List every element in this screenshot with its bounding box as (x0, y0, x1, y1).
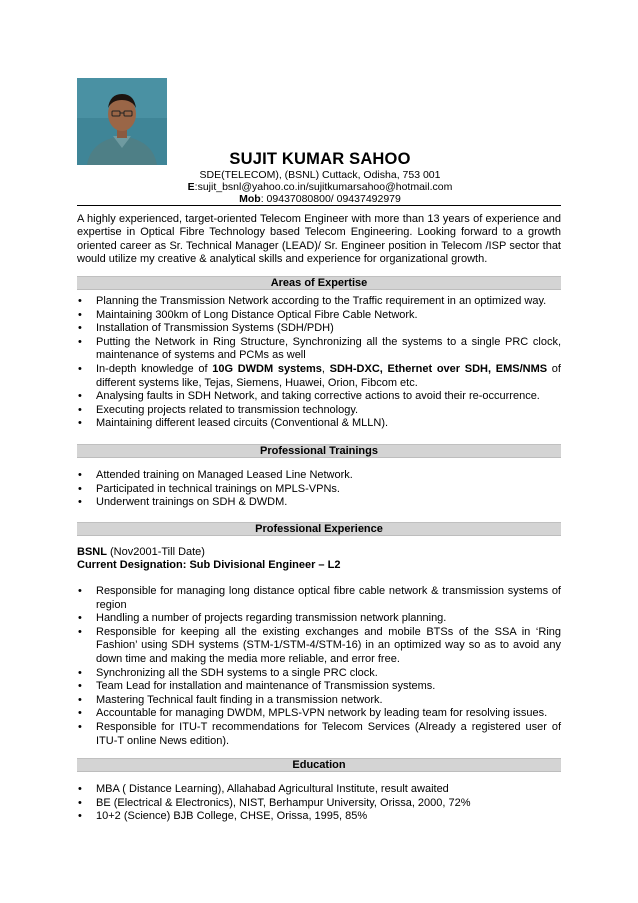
list-item: • Maintaining different leased circuits (Conventional & MLLN). (77, 417, 561, 431)
list-item: • Analysing faults in SDH Network, and taking corrective actions to avoid their re-occurrence. (77, 390, 561, 404)
header-divider (77, 205, 561, 206)
list-item: • Participated in technical trainings on MPLS-VPNs. (77, 483, 561, 497)
list-item: • Team Lead for installation and maintenance of Transmission systems. (77, 680, 561, 694)
employment-period: (Nov2001-Till Date) (106, 546, 205, 558)
list-item: • Executing projects related to transmission technology. (77, 404, 561, 418)
list-item: • Maintaining 300km of Long Distance Optical Fibre Cable Network. (77, 309, 561, 323)
expertise-list (77, 295, 561, 431)
list-item: • Handling a number of projects regarding transmission network planning. (77, 612, 561, 626)
section-heading-education: Education (77, 758, 561, 772)
candidate-name: SUJIT KUMAR SAHOO (229, 150, 411, 168)
list-item (77, 363, 561, 390)
list-item: • Responsible for keeping all the existing exchanges and mobile BTSs of the SSA in ‘Ring Fashion’ using SDH systems (STM-1/STM-4/STM-16) in an optimized way so as to avoid any down time and making the media more reliable, and error free. (77, 626, 561, 667)
experience-list (77, 585, 561, 748)
list-item: • Responsible for managing long distance optical fibre cable network & transmission systems of region (77, 585, 561, 612)
item-bold-text: 10G DWDM systems (212, 362, 322, 375)
list-item: • Accountable for managing DWDM, MPLS-VPN network by leading team for resolving issues. (77, 707, 561, 721)
item-text: of different systems like, Tejas, Siemens, Huawei, Orion, Fibcom etc. (96, 362, 561, 389)
current-designation: Current Designation: Sub Divisional Engineer – L2 (77, 559, 341, 571)
list-item: • Attended training on Managed Leased Line Network. (77, 469, 561, 483)
section-heading-trainings: Professional Trainings (77, 444, 561, 458)
list-item: • Planning the Transmission Network according to the Traffic requirement in an optimized way. (77, 295, 561, 309)
email-value: :sujit_bsnl@yahoo.co.in/sujitkumarsahoo@hotmail.com (194, 181, 453, 193)
email-line (150, 181, 490, 193)
mobile-value: : 09437080800/ 09437492979 (260, 193, 401, 205)
item-bold-text: SDH-DXC, Ethernet over SDH, EMS/NMS (329, 362, 548, 375)
list-item: • Mastering Technical fault finding in a transmission network. (77, 694, 561, 708)
mobile-label: Mob (239, 193, 261, 205)
education-list (77, 783, 561, 824)
employer-name: BSNL (77, 546, 107, 558)
list-item: • BE (Electrical & Electronics), NIST, Berhampur University, Orissa, 2000, 72% (77, 797, 561, 811)
email-label: E (187, 181, 195, 193)
list-item: • Synchronizing all the SDH systems to a single PRC clock. (77, 667, 561, 681)
list-item: • Underwent trainings on SDH & DWDM. (77, 496, 561, 510)
item-text: In-depth knowledge of (96, 362, 213, 375)
list-item: • Installation of Transmission Systems (SDH/PDH) (77, 322, 561, 336)
list-item: • 10+2 (Science) BJB College, CHSE, Orissa, 1995, 85% (77, 810, 561, 824)
employer-line (77, 546, 205, 558)
section-heading-experience: Professional Experience (77, 522, 561, 536)
item-text: , (321, 362, 330, 375)
section-heading-expertise: Areas of Expertise (77, 276, 561, 290)
list-item: • MBA ( Distance Learning), Allahabad Agricultural Institute, result awaited (77, 783, 561, 797)
summary-paragraph: A highly experienced, target-oriented Telecom Engineer with more than 13 years of experience and expertise in Optical Fibre Technology based Telecom Engineering. Looking forward to a growth oriented career as Sr. Technical Manager (LEAD)/ Sr. Engineer position in Telecom /ISP sector that would utilize my creative & analytical skills and experience for organizational growth. (77, 213, 561, 265)
trainings-list (77, 469, 561, 510)
list-item: • Putting the Network in Ring Structure, Synchronizing all the systems to a single PRC clock, maintenance of systems and PCMs as well (77, 336, 561, 363)
address-line: SDE(TELECOM), (BSNL) Cuttack, Odisha, 753 001 (199, 169, 441, 181)
mobile-line (150, 193, 490, 205)
list-item: • Responsible for ITU-T recommendations for Telecom Services (Already a registered user of ITU-T online News edition). (77, 721, 561, 748)
